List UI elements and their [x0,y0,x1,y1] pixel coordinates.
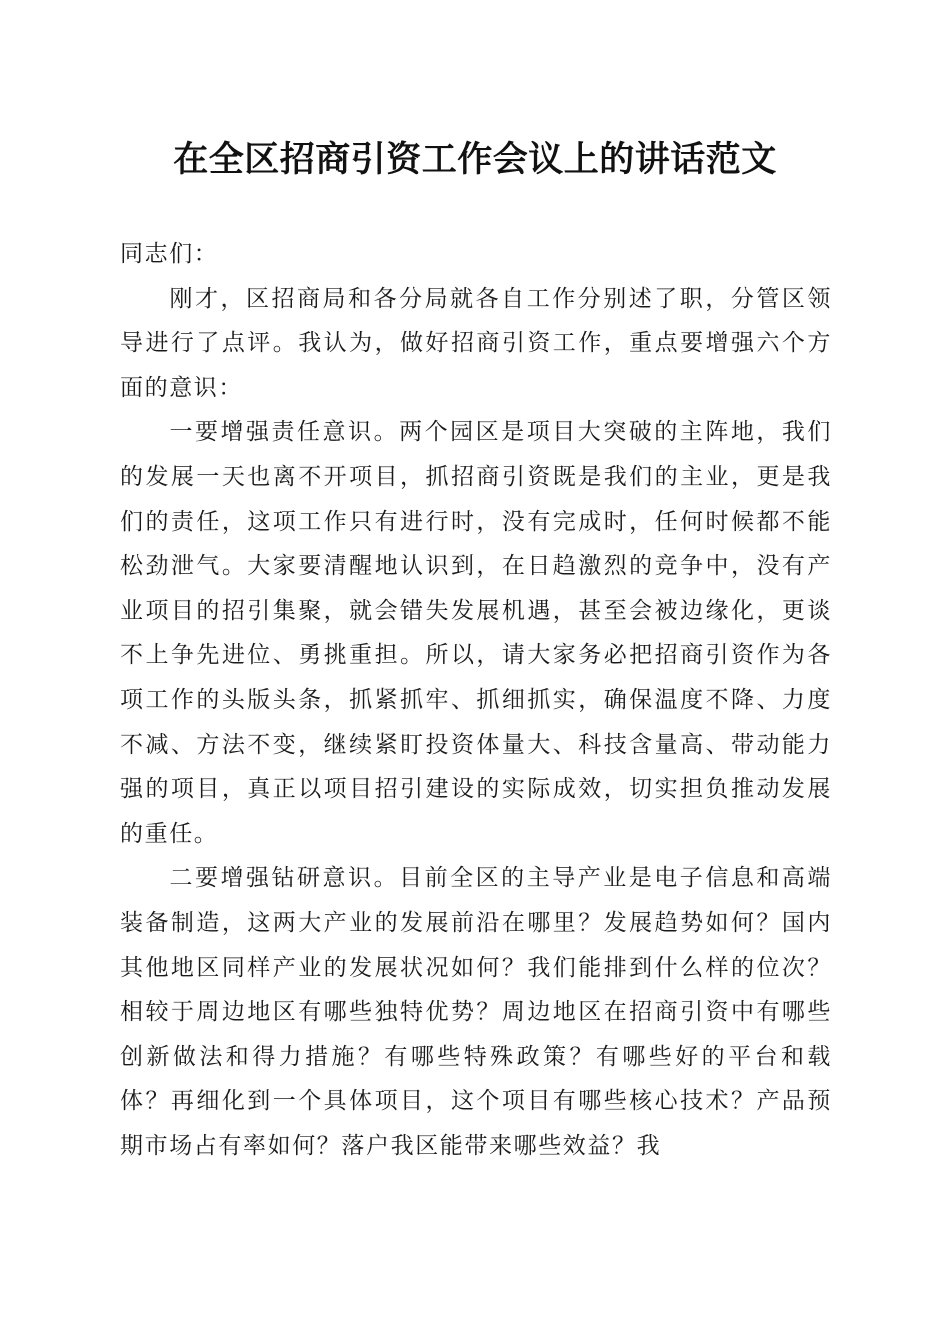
paragraph-research: 二要增强钻研意识。目前全区的主导产业是电子信息和高端装备制造，这两大产业的发展前沿在哪里？发展趋势如何？国内其他地区同样产业的发展状况如何？我们能排到什么样的位次？相较于周边地区有哪些独特优势？周边地区在招商引资中有哪些创新做法和得力措施？有哪些特殊政策？有哪些好的平台和载体？再细化到一个具体项目，这个项目有哪些核心技术？产品预期市场占有率如何？落户我区能带来哪些效益？我 [120,865,832,1159]
salutation: 同志们： [120,241,219,267]
document-title: 在全区招商引资工作会议上的讲话范文 [173,139,777,180]
paragraph-intro: 刚才，区招商局和各分局就各自工作分别述了职，分管区领导进行了点评。我认为，做好招商引资工作，重点要增强六个方面的意识： [120,285,832,401]
paragraph-responsibility: 一要增强责任意识。两个园区是项目大突破的主阵地，我们的发展一天也离不开项目，抓招商引资既是我们的主业，更是我们的责任，这项工作只有进行时，没有完成时，任何时候都不能松劲泄气。大家要清醒地认识到，在日趋激烈的竞争中，没有产业项目的招引集聚，就会错失发展机遇，甚至会被边缘化，更谈不上争先进位、勇挑重担。所以，请大家务必把招商引资作为各项工作的头版头条，抓紧抓牢、抓细抓实，确保温度不降、力度不减、方法不变，继续紧盯投资体量大、科技含量高、带动能力强的项目，真正以项目招引建设的实际成效，切实担负推动发展的重任。 [120,419,832,847]
document-body [120,232,832,1168]
